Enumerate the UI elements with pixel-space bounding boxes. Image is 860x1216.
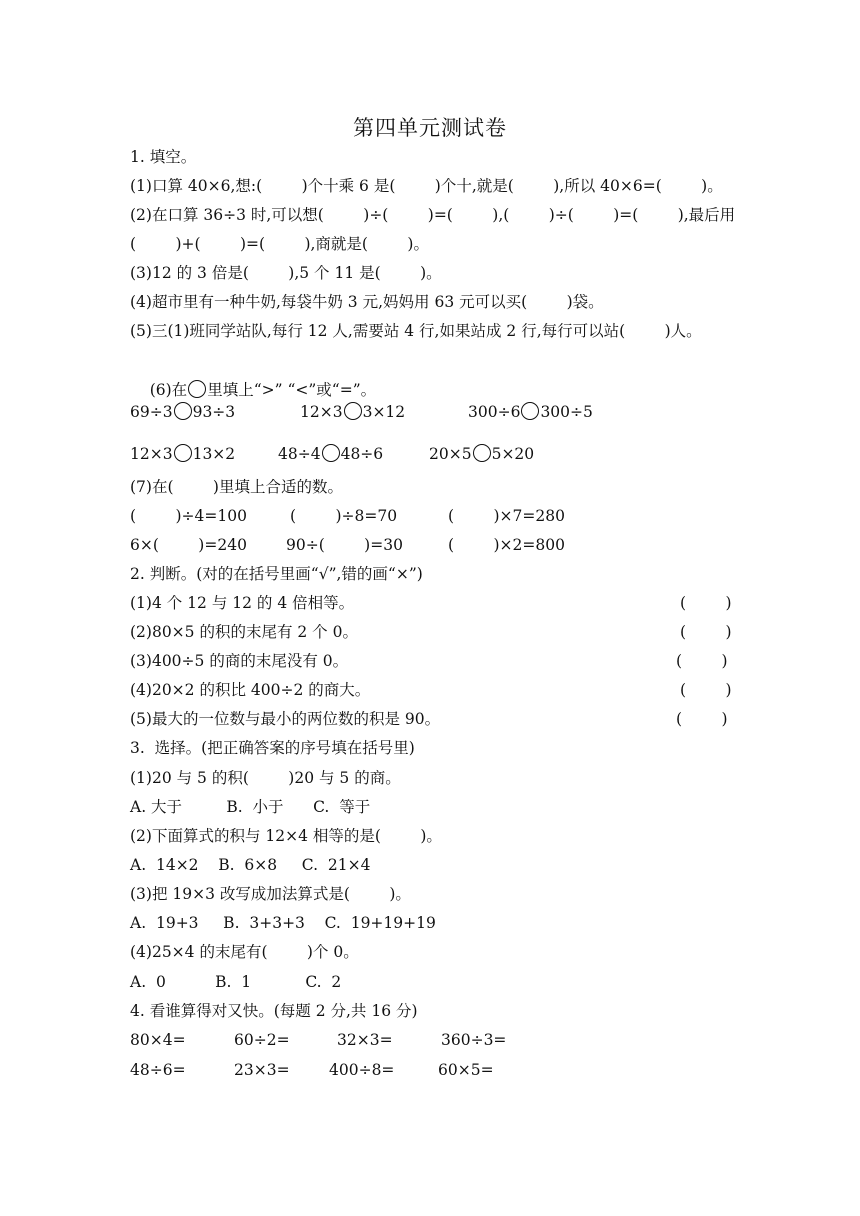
compare-item: 12×3 13×2 — [130, 445, 236, 463]
judge-answer-bracket[interactable]: ( ) — [680, 681, 732, 699]
question-1-2a: (2)在口算 36÷3 时,可以想( )÷( )=( ),( )÷( )=( ),最后用 — [130, 206, 736, 224]
judge-answer-bracket[interactable]: ( ) — [680, 594, 732, 612]
fill-item[interactable]: ( )÷4=100 — [130, 507, 247, 525]
answer-circle[interactable] — [322, 444, 340, 462]
question-1-1: (1)口算 40×6,想:( )个十乘 6 是( )个十,就是( ),所以 40×6=( )。 — [130, 177, 723, 195]
section-3-heading: 3. 选择。(把正确答案的序号填在括号里) — [130, 739, 415, 757]
judge-item: (1)4 个 12 与 12 的 4 倍相等。 — [130, 594, 355, 612]
compare-item: 300÷6 300÷5 — [468, 403, 593, 421]
choice-question-4: (4)25×4 的末尾有( )个 0。 — [130, 943, 359, 961]
judge-answer-bracket[interactable]: ( ) — [680, 623, 732, 641]
choice-options-2: A. 14×2 B. 6×8 C. 21×4 — [130, 856, 371, 874]
fill-item[interactable]: 6×( )=240 — [130, 536, 247, 554]
calc-item[interactable]: 360÷3= — [441, 1031, 507, 1049]
question-1-3: (3)12 的 3 倍是( ),5 个 11 是( )。 — [130, 264, 442, 282]
answer-circle[interactable] — [344, 402, 362, 420]
section-1-heading: 1. 填空。 — [130, 148, 197, 166]
question-1-7: (7)在( )里填上合适的数。 — [130, 478, 343, 496]
choice-options-4: A. 0 B. 1 C. 2 — [130, 973, 342, 991]
calc-item[interactable]: 60÷2= — [234, 1031, 290, 1049]
calc-item[interactable]: 48÷6= — [130, 1061, 186, 1079]
compare-item: 69÷3 93÷3 — [130, 403, 236, 421]
judge-answer-bracket[interactable]: ( ) — [676, 652, 728, 670]
answer-circle[interactable] — [174, 444, 192, 462]
compare-circle-icon — [188, 380, 206, 398]
judge-item: (4)20×2 的积比 400÷2 的商大。 — [130, 681, 371, 699]
judge-item: (2)80×5 的积的末尾有 2 个 0。 — [130, 623, 358, 641]
question-1-6-pre: (6)在 — [149, 381, 188, 399]
answer-circle[interactable] — [473, 444, 491, 462]
compare-item: 48÷4 48÷6 — [278, 445, 384, 463]
page-title: 第四单元测试卷 — [353, 116, 507, 140]
calc-item[interactable]: 23×3= — [234, 1061, 290, 1079]
judge-answer-bracket[interactable]: ( ) — [676, 710, 728, 728]
calc-item[interactable]: 60×5= — [438, 1061, 494, 1079]
answer-circle[interactable] — [174, 402, 192, 420]
section-4-heading: 4. 看谁算得对又快。(每题 2 分,共 16 分) — [130, 1002, 418, 1020]
fill-item[interactable]: ( )÷8=70 — [290, 507, 398, 525]
question-1-5: (5)三(1)班同学站队,每行 12 人,需要站 4 行,如果站成 2 行,每行可以站( )人。 — [130, 322, 702, 340]
calc-item[interactable]: 400÷8= — [329, 1061, 395, 1079]
choice-options-3: A. 19+3 B. 3+3+3 C. 19+19+19 — [130, 914, 436, 932]
section-2-heading: 2. 判断。(对的在括号里画“√”,错的画“×”) — [130, 565, 423, 583]
choice-question-3: (3)把 19×3 改写成加法算式是( )。 — [130, 885, 411, 903]
compare-item: 20×5 5×20 — [429, 445, 535, 463]
question-1-6-post: 里填上“>” “<”或“=”。 — [207, 381, 377, 399]
question-1-2b: ( )+( )=( ),商就是( )。 — [130, 235, 429, 253]
fill-item[interactable]: 90÷( )=30 — [286, 536, 403, 554]
answer-circle[interactable] — [521, 402, 539, 420]
choice-options-1: A. 大于 B. 小于 C. 等于 — [130, 798, 371, 816]
fill-item[interactable]: ( )×7=280 — [448, 507, 565, 525]
calc-item[interactable]: 80×4= — [130, 1031, 186, 1049]
choice-question-1: (1)20 与 5 的积( )20 与 5 的商。 — [130, 769, 401, 787]
choice-question-2: (2)下面算式的积与 12×4 相等的是( )。 — [130, 827, 442, 845]
judge-item: (3)400÷5 的商的末尾没有 0。 — [130, 652, 349, 670]
question-1-4: (4)超市里有一种牛奶,每袋牛奶 3 元,妈妈用 63 元可以买( )袋。 — [130, 293, 604, 311]
judge-item: (5)最大的一位数与最小的两位数的积是 90。 — [130, 710, 441, 728]
calc-item[interactable]: 32×3= — [337, 1031, 393, 1049]
fill-item[interactable]: ( )×2=800 — [448, 536, 565, 554]
compare-item: 12×3 3×12 — [300, 403, 406, 421]
